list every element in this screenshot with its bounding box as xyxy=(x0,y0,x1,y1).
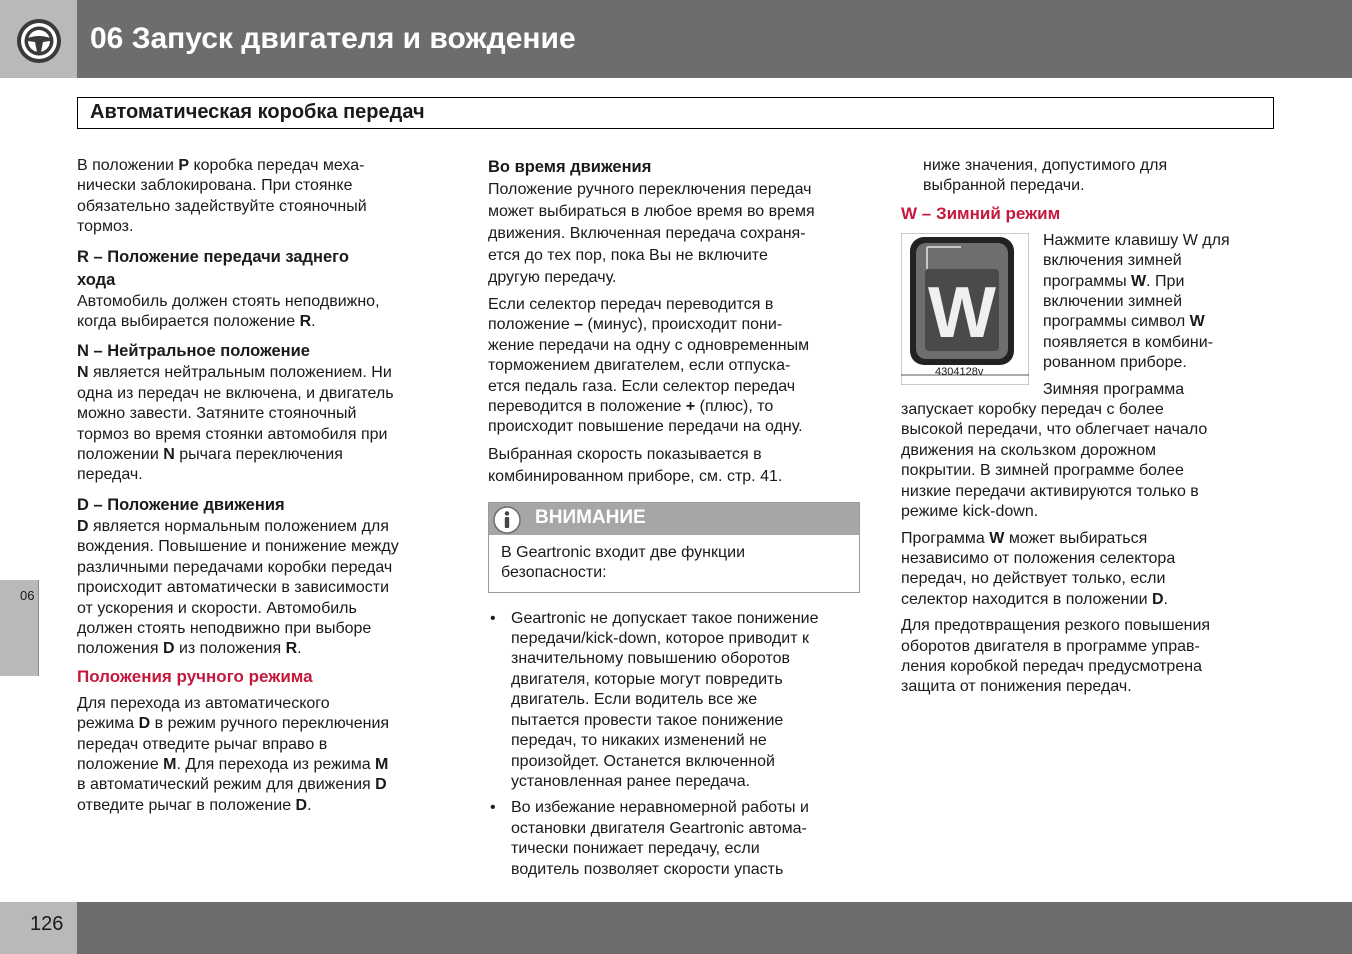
paragraph-reverse: Автомобиль должен стоять неподвижно, когда выбирается положение R. xyxy=(77,292,380,331)
svg-text:W: W xyxy=(928,272,996,353)
warning-header xyxy=(489,503,859,535)
paragraph-manual-mode: Для перехода из автоматического режима D в режим ручного переключения передач отведите рычаг вправо в положение M. Для перехода из режима M в автоматический режим для движения D отведите рычаг в положение D. xyxy=(77,694,390,814)
heading-manual-mode: Положения ручного режима xyxy=(77,666,313,686)
paragraph-protection: Для предотвращения резкого повышения оборотов двигателя в программе управ- ления коробкой передач предусмотрена защита от понижения передач. xyxy=(901,617,1211,696)
warning-title: ВНИМАНИЕ xyxy=(535,506,646,528)
heading-neutral: N – Нейтральное положение xyxy=(77,342,310,361)
safety-function-list xyxy=(488,609,860,880)
paragraph-drive: D является нормальным положением для вождения. Повышение и понижение между различными передачами коробки передач происходит автоматически в зависимости от ускорения и скорости. Автомобиль должен стоять неподвижно при выборе положения D из положения R. xyxy=(77,517,399,658)
paragraph-selected-speed: Выбранная скорость показывается в комбинированном приборе, см. стр. 41. xyxy=(488,445,783,485)
paragraph-neutral: N является нейтральным положением. Ни одна из передач не включена, и двигатель можно завести. Затяните стояночный тормоз во время стоянки автомобиля при положении N рычага переключения передач. xyxy=(77,364,394,484)
winter-button-figure xyxy=(901,233,1029,385)
bullet-icon: • xyxy=(490,609,496,627)
bullet-icon: • xyxy=(490,799,496,817)
list-item-text: Во избежание неравномерной работы и остановки двигателя Geartronic автома- тически понижает передачу, если водитель позволяет скорости упасть xyxy=(511,799,809,878)
chapter-side-tab xyxy=(0,580,39,676)
paragraph-press-w: Нажмите клавишу W для включения зимней программы W. При включении зимней программы символ W появляется в комбини- рованном приборе. xyxy=(1043,231,1230,372)
heading-while-driving: Во время движения xyxy=(488,158,652,176)
figure-code: 4304128v xyxy=(935,365,984,378)
list-item xyxy=(488,798,860,880)
heading-drive: D – Положение движения xyxy=(77,495,285,514)
paragraph-program-w: Программа W может выбираться независимо от положения селектора передач, но действует только, если селектор находится в положении D. xyxy=(901,529,1176,608)
paragraph-manual-any-time: Положение ручного переключения передач может выбираться в любое время во время движения. Включенная передача сохраня- ется до тех пор, пока Вы не включите другую передачу. xyxy=(488,181,815,286)
page-number: 126 xyxy=(30,913,64,935)
paragraph-park: В положении P коробка передач меха- нически заблокирована. При стоянке обязательно задействуйте стояночный тормоз. xyxy=(77,157,367,236)
heading-reverse: R – Положение передачи заднего хода xyxy=(77,247,349,289)
page-footer xyxy=(0,902,1352,954)
list-item-text: Geartronic не допускает такое понижение передачи/kick-down, которое приводит к значительному повышению оборотов двигателя, которые могут повредить двигатель. Если водитель все же пытается провести такое понижение передач, то никаких изменений не произойдет. Останется включенной установленная ранее передача. xyxy=(511,609,819,790)
warning-text: В Geartronic входит две функции безопасности: xyxy=(501,543,746,582)
paragraph-continuation: ниже значения, допустимого для выбранной передачи. xyxy=(923,157,1168,195)
paragraph-winter-program: Зимняя программа запускает коробку передач с более высокой передачи, что облегчает начало движения на скользком дорожном покрытии. В зимней программе более низкие передачи активируются только в режиме kick-down. xyxy=(901,380,1208,521)
page-number-box xyxy=(0,902,77,954)
column-3 xyxy=(901,156,1256,704)
heading-winter-mode: W – Зимний режим xyxy=(901,203,1061,223)
column-1 xyxy=(77,156,439,822)
section-title: Автоматическая коробка передач xyxy=(90,101,425,123)
list-item xyxy=(488,609,860,793)
chapter-title: 06 Запуск двигателя и вождение xyxy=(90,22,576,55)
info-icon xyxy=(493,506,521,534)
paragraph-minus-plus: Если селектор передач переводится в положение – (минус), происходит пони- жение передачи на одну с одновременным торможением двигателем, если отпуска- ется педаль газа. Если селектор передач переводится в положение + (плюс), то происходит повышение передачи на одну. xyxy=(488,296,810,436)
warning-box xyxy=(488,502,860,593)
chapter-icon-box xyxy=(0,0,77,78)
section-title-box xyxy=(77,97,1274,129)
steering-wheel-icon xyxy=(15,17,63,65)
chapter-header xyxy=(0,0,1352,78)
chapter-tab-label: 06 xyxy=(20,588,35,603)
column-2 xyxy=(488,156,860,886)
